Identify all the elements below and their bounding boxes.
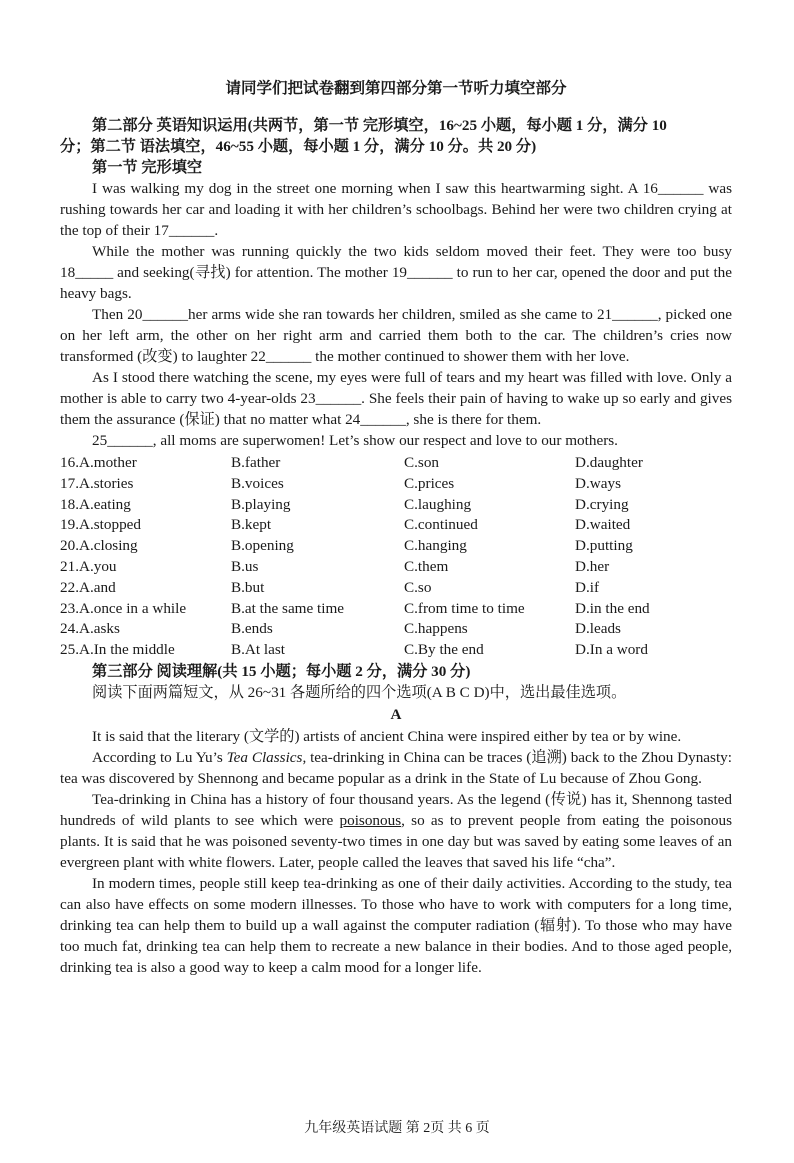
option-b: B.At last [231,641,286,659]
option-b: B.us [231,557,259,575]
option-d: D.daughter [575,454,643,471]
passage-label: A [390,705,402,723]
option-a: 21.A.you [60,557,117,575]
option-row [60,514,732,535]
page-footer: 九年级英语试题 第 2页 共 6 页 [304,1121,490,1136]
option-c: C.hanging [404,537,467,555]
option-d: D.waited [575,516,631,534]
underlined-word: poisonous [339,811,402,829]
option-a: 25.A.In the middle [60,641,175,659]
option-d: D.crying [575,495,629,513]
option-row [60,598,732,619]
cloze-passage [60,178,732,451]
option-a: 22.A.and [60,578,116,596]
option-c: C.continued [404,516,478,534]
text-run: , tea-drinking in China can be traces (追溯) back to the Zhou Dynasty: tea was discovered by Shennong and became popular as a drink in the State of Lu because of Zhou Gong. [60,748,732,787]
option-c: C.laughing [404,495,472,513]
part2-heading-line1: 第二部分 英语知识运用(共两节，第一节 完形填空，16~25 小题，每小题 1 分，满分 10 [92,117,667,134]
passage-paragraph: It is said that the literary (文学的) artists of ancient China were inspired either by tea or by wine. [92,727,682,745]
option-c: C.from time to time [404,599,525,617]
part3-instruction: 阅读下面两篇短文，从 26~31 各题所给的四个选项(A B C D)中，选出最佳选项。 [92,683,627,701]
option-row [60,535,732,556]
option-row [60,494,732,515]
option-b: B.ends [231,620,273,638]
option-c: C.By the end [404,641,484,659]
option-b: B.opening [231,537,294,555]
option-row [60,577,732,598]
cloze-options [60,452,732,660]
part2-heading-line2: 分；第二节 语法填空，46~55 小题，每小题 1 分，满分 10 分。共 20 分) [60,138,537,155]
option-a: 19.A.stopped [60,516,141,534]
option-row [60,639,732,660]
passage-a [60,726,732,978]
option-c: C.so [404,578,432,596]
text-run: , so as to prevent people from eating the poisonous plants. It is said that he was poisoned seventy-two times in one day but was saved by eating some leaves of an evergreen plant with white flowers. Later, people called the leaves that saved his life “cha”. [60,811,733,871]
option-a: 23.A.once in a while [60,599,187,617]
text-run: According to Lu Yu’s [92,748,227,766]
option-b: B.voices [231,474,284,492]
passage-paragraph [60,789,732,873]
option-row [60,452,732,473]
option-d: D.leads [575,620,621,638]
option-row [60,618,732,639]
option-row [60,556,732,577]
option-c: C.prices [404,474,455,492]
option-d: D.in the end [575,599,650,617]
option-a: 24.A.asks [60,620,120,638]
option-b: B.but [231,578,265,596]
option-a: 20.A.closing [60,537,138,555]
option-c: C.son [404,454,440,471]
cloze-paragraph: Then 20______her arms wide she ran towards her children, smiled as she came to 21______, picked one on her left arm, the other on her right arm and carried them both to the car. The children’s cries now transformed (改变) to laughter 22______ the mother continued to shower them with her love. [60,306,732,365]
option-a: 17.A.stories [60,474,134,492]
option-b: B.at the same time [231,599,345,617]
part3-heading: 第三部分 阅读理解(共 15 小题；每小题 2 分，满分 30 分) [92,662,471,680]
top-notice: 请同学们把试卷翻到第四部分第一节听力填空部分 [225,80,567,97]
cloze-paragraph: As I stood there watching the scene, my eyes were full of tears and my heart was filled with love. Only a mother is able to carry two 4-year-olds 23______. She feels their pain of having to wake up so early and gives them the assurance (保证) that no matter what 24______, she is there for them. [60,369,732,428]
option-d: D.In a word [575,641,648,659]
cloze-paragraph: 25______, all moms are superwomen! Let’s show our respect and love to our mothers. [92,432,618,449]
text-run: Tea-drinking in China has a history of four thousand years. As the legend (传说) has it, Shennong tasted hundreds of wild plants to see which were [60,790,732,829]
option-a: 16.A.mother [60,454,137,471]
option-a: 18.A.eating [60,495,131,513]
option-d: D.ways [575,474,621,492]
option-d: D.putting [575,537,633,555]
option-b: B.kept [231,516,272,534]
option-c: C.happens [404,620,468,638]
book-title: Tea Classics [226,748,303,766]
option-b: B.playing [231,495,291,513]
option-row [60,473,732,494]
cloze-paragraph: I was walking my dog in the street one morning when I saw this heartwarming sight. A 16______ was rushing towards her car and loading it with her children’s schoolbags. Behind her were two children crying at the top of their 17______. [60,180,732,239]
part2-heading [60,115,732,178]
cloze-paragraph: While the mother was running quickly the two kids seldom moved their feet. They were too busy 18_____ and seeking(寻找) for attention. The mother 19______ to run to her car, opened the door and put the heavy bags. [60,243,732,302]
section1-title: 第一节 完形填空 [92,159,203,176]
passage-paragraph: In modern times, people still keep tea-drinking as one of their daily activities. According to the study, tea can also have effects on some modern illnesses. To those who have to work with computers for a long time, drinking tea can help them to build up a wall against the computer radiation (辐射). To those who may have too much fat, drinking tea can help them to recreate a new balance in their bodies. And to those aged people, drinking tea is also a good way to keep a calm mood for a longer life. [60,874,732,976]
passage-paragraph [60,747,732,789]
option-d: D.if [575,578,600,596]
option-d: D.her [575,557,610,575]
option-c: C.them [404,557,449,575]
option-b: B.father [231,454,281,471]
